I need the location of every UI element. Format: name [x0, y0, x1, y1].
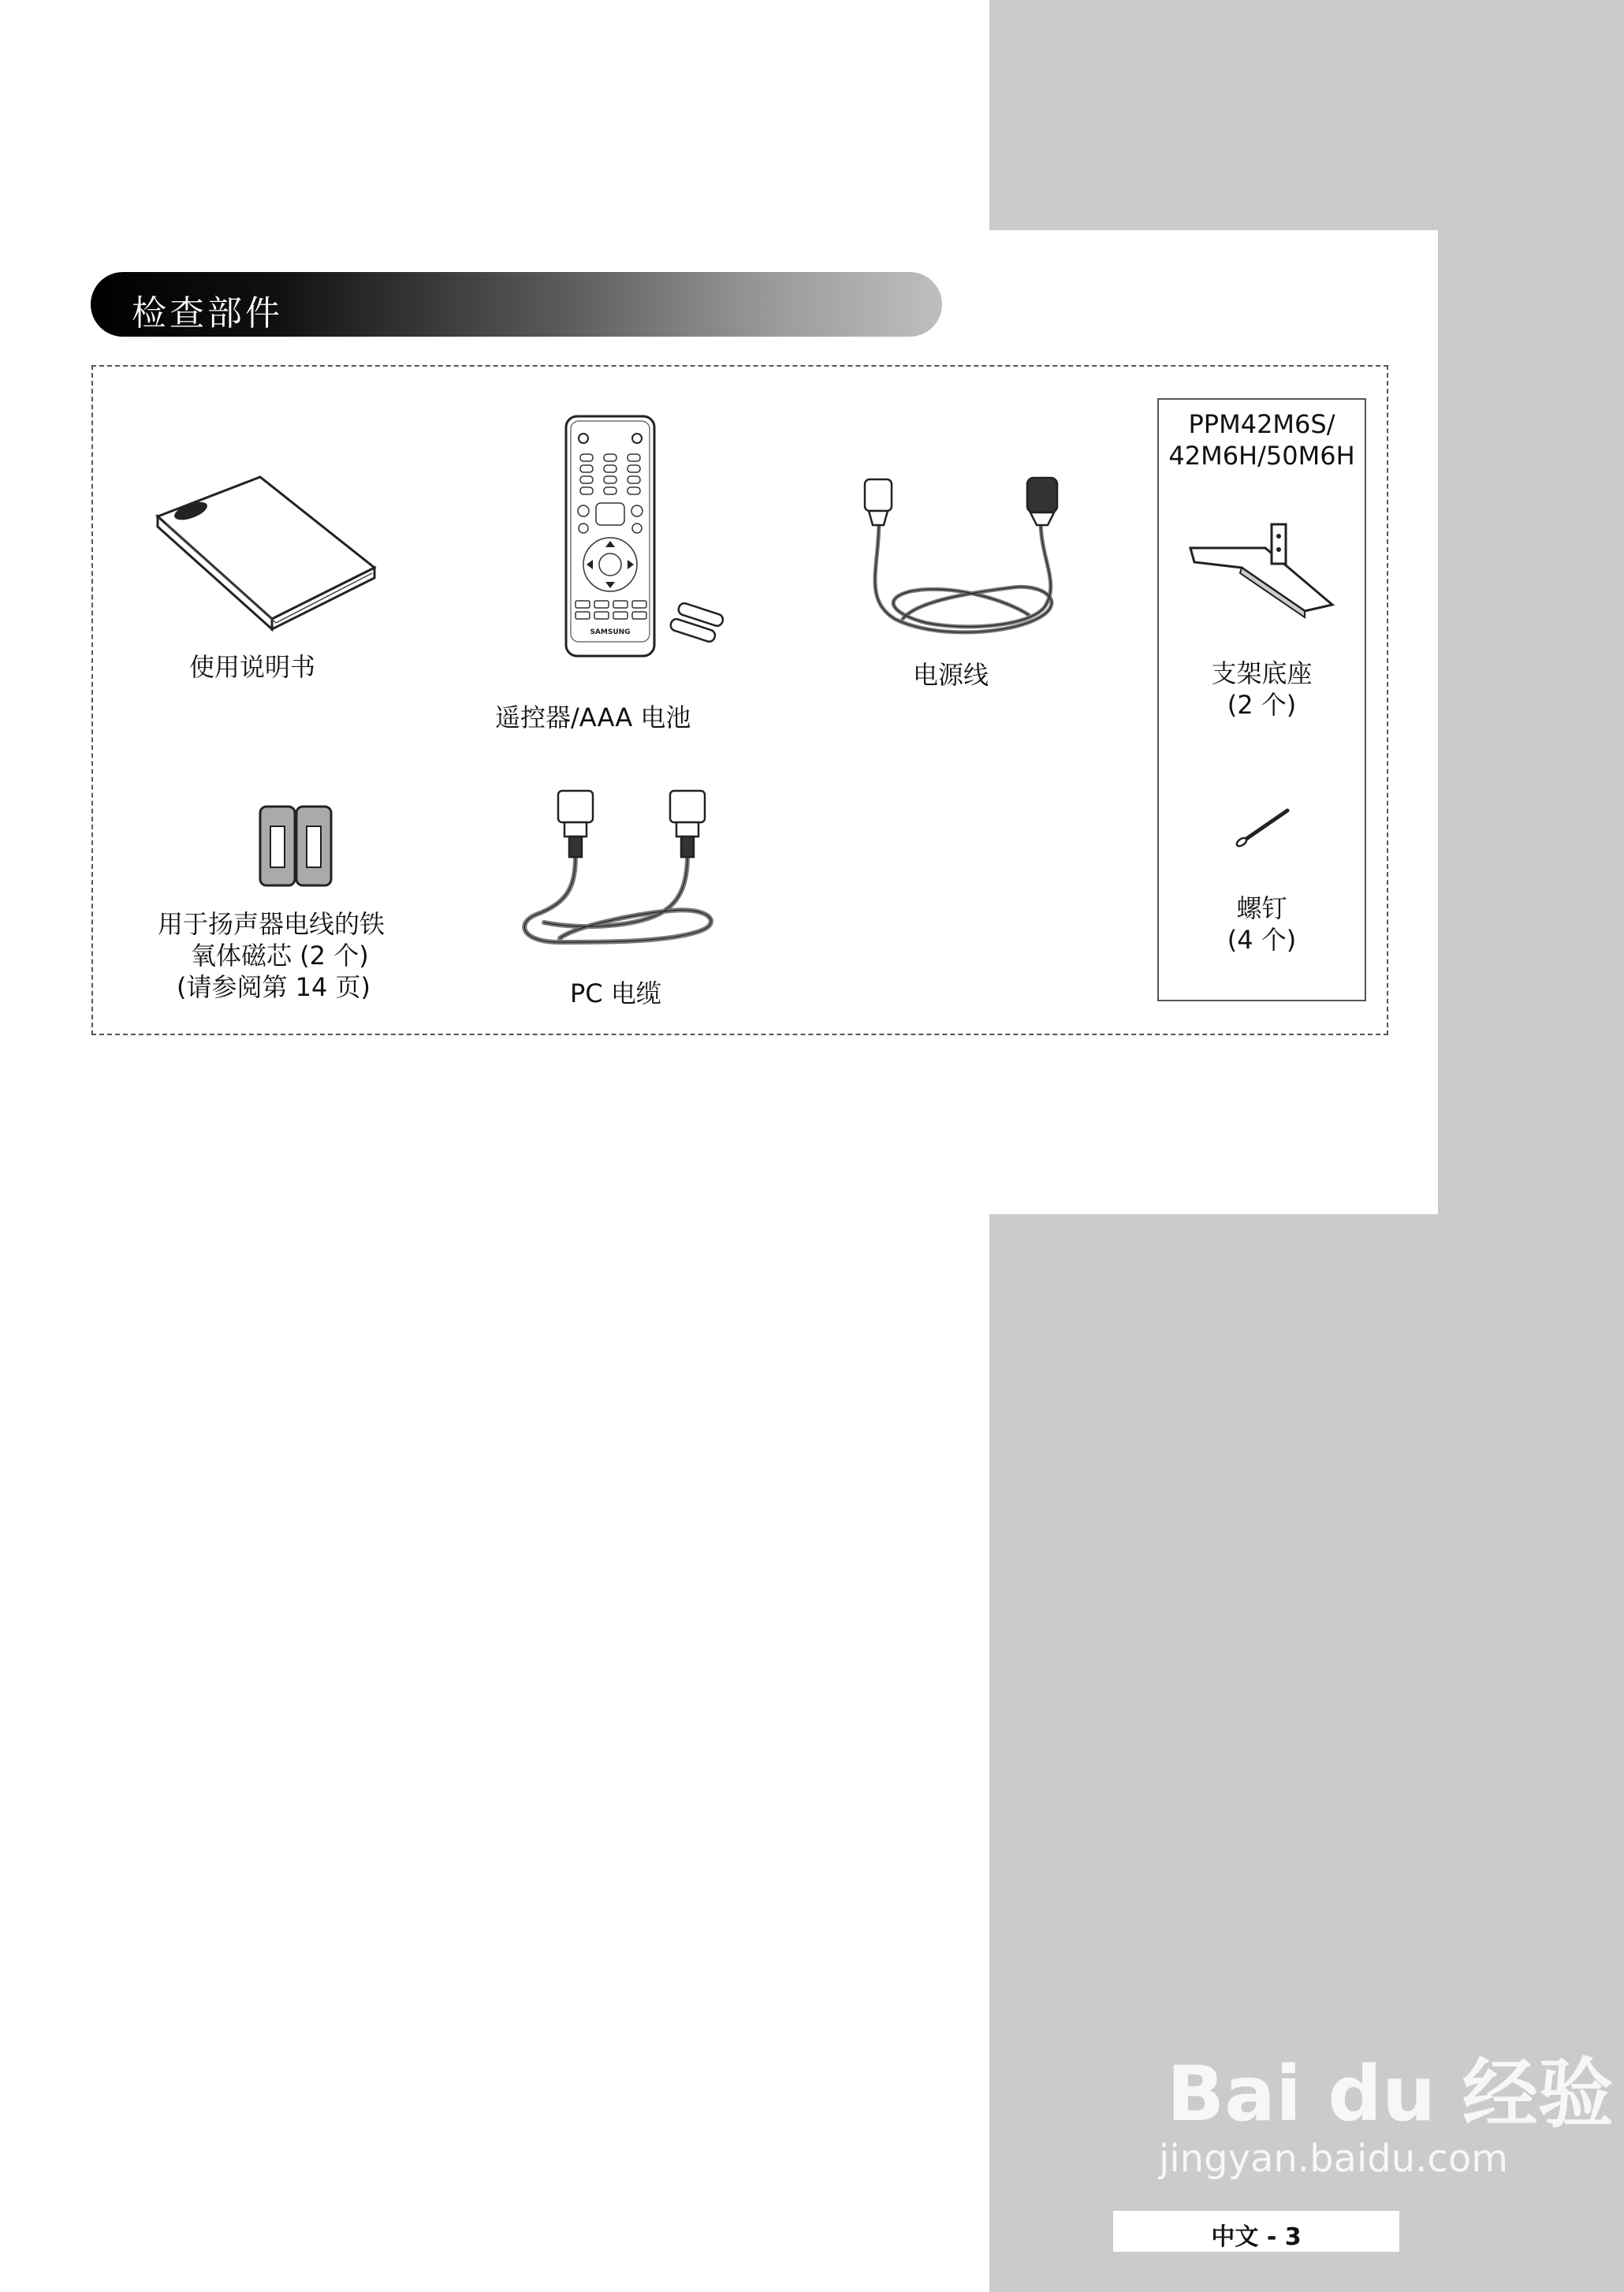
stand-base-illustration	[1186, 516, 1336, 619]
screw-label: 螺钉	[1236, 893, 1287, 923]
screw-count: (4 个)	[1227, 925, 1297, 955]
stand-models-line2: 42M6H/50M6H	[1168, 441, 1355, 471]
ferrite-label-line3: (请参阅第 14 页)	[177, 972, 371, 1002]
pc-cable-illustration	[512, 784, 725, 958]
power-cord-illustration	[847, 473, 1084, 647]
page-footer	[1113, 2211, 1399, 2252]
remote-brand-text: SAMSUNG	[590, 628, 631, 636]
gray-background-strip	[1438, 230, 1624, 1214]
screw-illustration	[1234, 804, 1297, 852]
ferrite-core-illustration	[256, 803, 335, 889]
watermark-url: jingyan.baidu.com	[1159, 2137, 1508, 2181]
page-number: 中文 - 3	[1211, 2223, 1302, 2251]
stand-base-count: (2 个)	[1227, 690, 1297, 720]
gray-background-top	[989, 0, 1624, 230]
section-header	[91, 272, 942, 337]
remote-label: 遥控器/AAA 电池	[495, 703, 691, 732]
ferrite-label-line2: 氧体磁芯 (2 个)	[191, 941, 369, 971]
remote-illustration	[560, 410, 741, 662]
stand-models-line1: PPM42M6S/	[1188, 409, 1335, 439]
manual-illustration	[150, 473, 386, 631]
section-title: 检查部件	[132, 293, 283, 334]
pc-cable-label: PC 电缆	[570, 978, 661, 1008]
stand-base-label: 支架底座	[1211, 658, 1313, 688]
ferrite-label-line1: 用于扬声器电线的铁	[158, 909, 386, 939]
power-cord-label: 电源线	[913, 660, 989, 690]
watermark-brand: Bai du 经验	[1167, 2050, 1614, 2138]
manual-label: 使用说明书	[189, 652, 316, 682]
